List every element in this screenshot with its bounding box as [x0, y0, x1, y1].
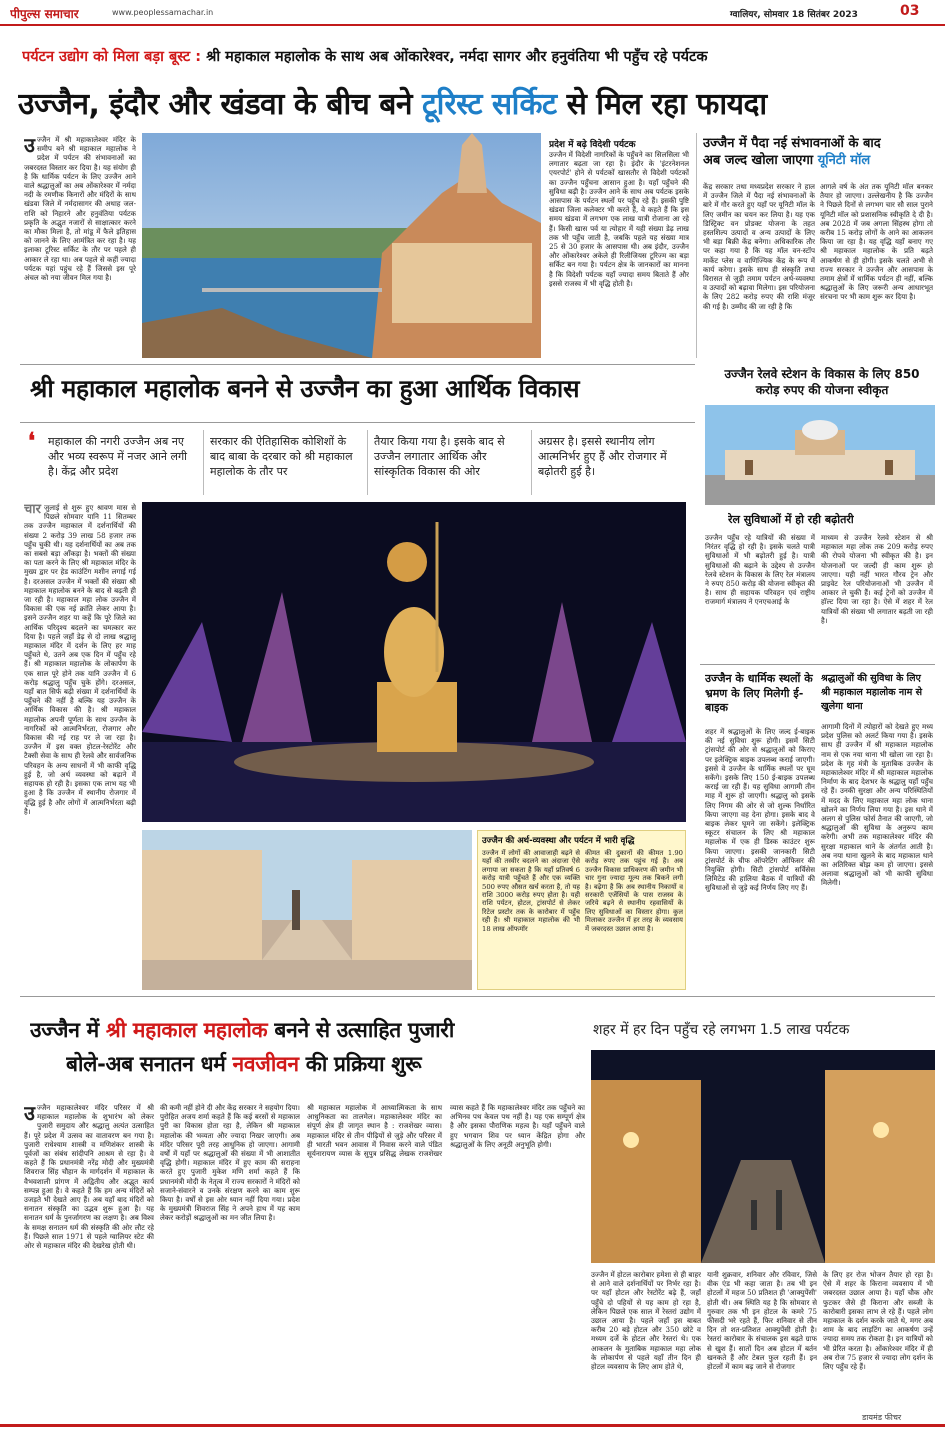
- priest-col3: श्री महाकाल महालोक में आध्यात्मिकता के साथ आधुनिकता का तालमेल। महाकालेश्वर मंदिर का संपूर्ण क्षेत्र ही जागृत स्थान है : राजशेखर व्यास। महाकाल मंदिर से तीन पीढ़ियों से जुड़े और परिसर में ही भारती भवन आवास में निवास करने वाले पंडित सूर्यनारायण व्यास के सुपुत्र प्रसिद्ध लेखक राजशेखर व्यास कहते हैं कि महाकालेश्वर मंदिर तक पहुँचने का अभिनव पथ केवल पथ नहीं है। यह एक सम्पूर्ण क्षेत्र है और इसका पौराणिक महत्व है। यहाँ पहुँचने वाले हुए भगवान शिव पर ध्यान केंद्रित होगा और श्रद्धालुओं के लिए अनूठी अनुभूति होगी।: [307, 1103, 585, 1159]
- column-rule: [696, 133, 697, 358]
- rail-col2: माध्यम से उज्जैन रेलवे स्टेशन से श्री महाकाल महा लोक तक 209 करोड़ रुपए की रोपवे योजना भी स्वीकृत की है। इन योजनाओं पर जल्दी ही काम शुरू हो जाएगा। यही नहीं भारत गौरव ट्रेन और प्राइवेट रेल परियोजनाओं भी उज्जैन में आकार ले चुकी हैं। कई ट्रेनों को उज्जैन में हॉल्ट दिया जा रहा है। ऐसे में शहर में रेल यात्रियों की संख्या भी लगातार बढ़ती जा रही है।: [821, 533, 933, 625]
- pullquote-rule: [203, 430, 204, 495]
- pullquote-col4: अग्रसर है। इससे स्थानीय लोग आत्मनिर्भर हुए हैं और रोजगार में बढ़ोतरी हुई है।: [538, 435, 667, 478]
- story3-title: उज्जैन में पैदा नई संभावनाओं के बाद अब जल्द खोला जाएगा यूनिटी मॉल: [703, 136, 881, 168]
- daily-col3: के लिए हर रोज भोजन तैयार हो रहा है। ऐसे में शहर के किराना व्यवसाय में भी जबरदस्त उछाल आया है। यहाँ चौक और फुटकर जैसे ही किराना और सब्जी के कारोबारी इसका लाभ ले रहे हैं। पहले लोग महाकाल के दर्शन करके जाते थे, मगर अब शाम के बाद लाइटिंग का आकर्षण उन्हें ज्यादा समय तक रोकता है। इन यात्रियों को भी प्रेरित करता है। ओंकारेश्वर मंदिर में ही अब रोज 75 हजार से ज्यादा लोग दर्शन के लिए पहुँच रहे हैं।: [823, 1270, 933, 1372]
- kicker-red: पर्यटन उद्योग को मिला बड़ा बूस्ट :: [22, 49, 202, 65]
- economy-col2: कीमत की दुकानों की कीमत 1.90 करोड़ रुपए तक पहुंच गई है। अब उज्जैन विकास प्राधिकरण की जमीन भी चार गुना ज्यादा मूल्य तक बिकने लगी है। बढ़ेगा है कि अब स्थानीय निकायों व सरकारी एजेंसियों के पास राजस्व के जरिये बढ़ने से स्थानीय रहवासियों के लिए सुविधाओं का विस्तार होगा। कुल मिलाकर उज्जैन में हर तरह के व्यवसाय में जबरदस्त उछाल आया है।: [585, 849, 683, 933]
- page-number: 03: [900, 3, 920, 19]
- police-title: श्रद्धालुओं की सुविधा के लिए श्री महाकाल महालोक नाम से खुलेगा थाना: [821, 673, 923, 712]
- railway-station-photo: [705, 405, 935, 505]
- bottom-headline-line2: बोले-अब सनातन धर्म नवजीवन की प्रक्रिया शुरू: [66, 1052, 422, 1076]
- story4-body: चार जुलाई से शुरू हुए श्रावण मास से पिछले सोमवार यानि 11 सितम्बर तक उज्जैन महाकाल में दर्शनार्थियों की संख्या 2 करोड़ 39 लाख 58 हजार तक पहुँच चुकी थी। यह दर्शनार्थियों का अब तक का सबसे बड़ा आँकड़ा है। भक्तों की संख्या का पता करने के लिए श्री महाकाल मंदिर के मुख्य द्वार पर हेड काउंटिंग मशीन लगाई गई है। दरअसल उज्जैन में भक्तों की संख्या श्री महाकाल महालोक बनने के बाद से बढ़ती ही जा रही है। महाकाल महा लोक उज्जैन में विकास की एक नई क्रांति लेकर आया है। इसने उज्जैन शहर या कहें कि पूरे जिले का आर्थिक परिदृश्य बदलने का चमत्कार कर दिया है। पहले जहाँ डेढ़ से दो लाख श्रद्धालु महाकाल मंदिर में दर्शन के लिए हर माह पहुँचते थे, उतने अब एक दिन में पहुँच रहे हैं। श्री महाकाल महालोक के लोकार्पण के एक साल पूरे होने तक यानि उज्जैन में 6 करोड़ श्रद्धालु पहुँच चुके होंगे। दरअसल, यहाँ बात सिर्फ बढ़ी संख्या में दर्शनार्थियों के पहुँचने की नहीं है बल्कि यह उज्जैन के आर्थिक विकास की है। श्री महाकाल महालोक अपनी पूर्णता के साथ उज्जैन के नागरिकों को आत्मनिर्भरता, रोजगार और विकास की नई राह पर ले जा रहा है। उज्जैन में इस वक्त होटल-रेस्टोरेंट और टैक्सी सेवा के साथ ही रेलवे और सार्वजनिक परिवहन के अन्य साधनों में भी काफी वृद्धि हुई है, जो अर्थ व्यवस्था को बढ़ाने में सहायक हो रही है। इसका एक लाभ यह भी हुआ है कि उज्जैन में स्थानीय रोजगार में वृद्धि हुई है और लोगों में आत्मनिर्भरता बढ़ी है।: [24, 503, 136, 816]
- police-body: आगामी दिनों में त्योहारों को देखते हुए मध्य प्रदेश पुलिस को अलर्ट किया गया है। इसके साथ ही उज्जैन में श्री महाकाल महालोक नाम से एक नया थाना भी खोला जा रहा है। प्रदेश के गृह मंत्री के मुताबिक उज्जैन के महाकालेश्वर मंदिर में श्री महाकाल महालोक निर्माण के बाद देशभर के श्रद्धालु यहाँ पहुँच रहे हैं। उनकी सुरक्षा और अन्य परिस्थितियों में मदद के लिए महाकाल महा लोक थाना खोलने का निर्णय लिया गया है। इस थाने में अलग से पुलिस फोर्स तैनात की जाएगी, जो श्रद्धालुओं की सुविधा के अनुरूप काम करेगी। अभी तक महाकालेश्वर मंदिर की सुरक्षा महाकाल थाने के अंतर्गत आती है। अब नया थाना खुलने के बाद महाकाल थाने का अतिरिक्त बोझ कम हो जाएगा। इससे अलावा श्रद्धालुओं को भी काफी सुविधा मिलेगी।: [821, 722, 933, 888]
- ebike-body: शहर में श्रद्धालुओं के लिए जल्द ई-बाइक की नई सुविधा शुरू होगी। इसमें सिटी ट्रांसपोर्ट की ओर से श्रद्धालुओं को किराए पर इलेक्ट्रिक बाइक उपलब्ध कराई जाएगी। इससे वे उज्जैन के धार्मिक स्थलों पर घूम सकेंगे। इसके लिए 150 ई-बाइक उपलब्ध कराई जा रही हैं। यह सुविधा आगामी तीन माह में शुरू हो जाएगी। श्रद्धालु को इसके लिए निगम की ओर से जो शुल्क निर्धारित किया जाएगा वह देना होगा। इसके बाद वे बाइक लेकर घूमने जा सकेंगे। इलेक्ट्रिक स्कूटर संचालन के लिए श्री महाकाल महालोक में एक ही डिस्क काउंटर शुरू किया जाएगा। इसकी जानकारी सिटी ट्रांसपोर्ट के चीफ ऑपरेटिंग ऑफिसर की नियुक्ति होगी। सिटी ट्रांसपोर्ट सर्विसेस लिमिटेड की हालिया बैठक में यात्रियों की सुविधाओं से जुड़े कई निर्णय लिए गए हैं।: [705, 727, 815, 893]
- pullquote-rule: [367, 430, 368, 495]
- rail-subhead: रेल सुविधाओं में हो रही बढ़ोतरी: [728, 513, 854, 526]
- story2-title: प्रदेश में बढ़े विदेशी पर्यटक: [549, 140, 636, 150]
- mahalok-highlight: श्री महाकाल महालोक: [105, 1018, 268, 1042]
- navjeevan-highlight: नवजीवन: [232, 1052, 299, 1076]
- pullquote-rule: [531, 430, 532, 495]
- ebike-title: उज्जैन के धार्मिक स्थलों के भ्रमण के लिए मिलेगी ई-बाइक: [705, 672, 813, 714]
- economy-col1: उज्जैन में लोगों की आवाजाही बढ़ने से यहाँ की तस्वीर बदलने का अंदाजा ऐसे लगाया जा सकता है कि यहाँ प्रतिवर्ष 6 करोड़ यात्री पहुँचते हैं और एक व्यक्ति 500 रुपए औसत खर्च करता है, तो यह राशि 3000 करोड़ रुपए होता है। यही राशि पर्यटन, होटल, ट्रांसपोर्ट से लेकर रिटेल प्रस्टोर तक के कारोबार में पहुँच रही है। श्री महाकाल महालोक की भी 18 लाख ऑफमॉर: [482, 849, 580, 933]
- daily-tourists-headline: शहर में हर दिन पहुँच रहे लगभग 1.5 लाख पर्यटक: [593, 1022, 850, 1038]
- mahalok-corridor-photo: [142, 830, 472, 990]
- story3-body-a: केंद्र सरकार तथा मध्यप्रदेश सरकार ने हाल में उज्जैन जिले में पैदा नई संभावनाओं के बारे में गौर करते हुए यहाँ पर यूनिटी मॉल के लिए जमीन का चयन कर लिया है। यह एक डिस्ट्रिक्ट वन प्रोडक्ट योजना के तहत हस्तशिल्प उत्पादों व अन्य उत्पादों के लिए भी बड़ा बिक्री केंद्र बनेगा। अधिकारिक तौर पर कहा गया है कि यह मॉल वन-स्टॉप मार्केट प्लेस व वाणिज्यिक केंद्र के रूप में कार्य करेगा। इसके साथ ही संस्कृति तथा विरासत से जुड़ी तमाम पर्यटन अर्थ-व्यवस्था व उत्पादों को बढ़ावा मिलेगा। इस परियोजना के लिए 282 करोड़ रुपए की राशि मंजूर की गई है। उम्मीद की जा रही है कि: [703, 182, 815, 311]
- headline-part-b: टूरिस्ट सर्किट: [422, 87, 557, 122]
- section-rule-3: [700, 664, 935, 665]
- section-rule: [20, 364, 695, 365]
- story3-body-b: आगले वर्ष के अंत तक यूनिटी मॉल बनकर तैयार हो जाएगा। उल्लेखनीय है कि उज्जैन ने पिछले दिनों से लगभग चार सौ साल पुराने यूनिटी मॉल को प्रशासनिक स्वीकृति दे दी है। अब 2028 में जब अगला सिंहस्थ होगा तो करीब 15 करोड़ लोगों के आने का आकलन किया जा रहा है। यह वृद्धि यहाँ बनाए गए श्री महाकाल महालोक के प्रति बढ़ते आकर्षण से ही होगी। इसके चलते अभी से राज्य सरकार ने उज्जैन और आसपास के तमाम क्षेत्रों में धार्मिक पर्यटन ही नहीं, बल्कि श्रद्धालुओं के लिए जरूरी अन्य आधारभूत संरचना पर भी काम शुरू कर दिया है।: [820, 182, 933, 302]
- headline-part-a: उज्जैन, इंदौर और खंडवा के बीच बने: [18, 87, 413, 122]
- mid-headline: श्री महाकाल महालोक बनने से उज्जैन का हुआ आर्थिक विकास: [30, 374, 580, 403]
- kicker-line: [22, 46, 932, 66]
- priest-col1: उ ज्जैन महाकालेश्वर मंदिर परिसर में श्री महाकाल महालोक के शुभारंभ को लेकर पुजारी समुदाय और श्रद्धालु अत्यंत उत्साहित हैं। पूरे प्रदेश में उत्सव का वातावरण बन गया है। पुजारी राधेश्याम शास्त्री व मणिशंकर शास्त्री के पूर्वजों का संबंध सांदीपनि आश्रम से रहा है। वे कहते हैं कि प्रधानमंत्री नरेंद्र मोदी और मुख्यमंत्री शिवराज सिंह चौहान के मार्गदर्शन में महाकाल के वैभवशाली प्रांगण में अद्वितीय और अद्भुत कार्य सम्पन्न हुआ है। वे कहते हैं कि हम अन्य मंदिरों को उजड़ते भी देखते आए हैं। अब यहाँ बाद मंदिरों को सनातन संस्कृति का उद्भव शुरू हुआ है। यह सनातन धर्म के पुनर्जागरण का लक्षण है। अब विश्व के समक्ष सनातन धर्म की संस्कृति की ओर लौट रहे हैं। पिछले साल 1971 से पहले ग्वालियर स्टेट की ओर से महाकाल मंदिर की देखरेख होती थी।: [24, 1103, 154, 1251]
- omkareshwar-photo: [142, 133, 541, 358]
- pullquote-col2: सरकार की ऐतिहासिक कोशिशों के बाद बाबा के दरबार को श्री महाकाल महालोक के तौर पर: [210, 435, 353, 478]
- economy-box-title: उज्जैन की अर्थ-व्यवस्था और पर्यटन में भारी वृद्धि: [482, 836, 635, 846]
- masthead-bar: [0, 0, 945, 26]
- daily-col2: यानी शुक्रवार, शनिवार और रविवार, जिसे वीक एंड भी कहा जाता है। तब भी इन होटलों में महज 50 प्रतिशत ही 'आक्युपेंसी' होती थी। अब स्थिति यह है कि सोमवार से गुरुवार तक भी इन होटल के कमरे 75 फीसदी भरे रहते हैं, फिर शनिवार से तीन दिन तो शत-प्रतिशत आक्युपेंसी होती है। रेस्तरां कारोबार के संचालक इस बढ़ते ग्राफ से खुश हैं। सातों दिन अब होटल में बर्तन खनकते हैं और टेबल फुल रहती हैं। इन होटलों में काम बढ़ जाने से रोजगार: [707, 1270, 817, 1372]
- rail-col1: उज्जैन पहुँच रहे यात्रियों की संख्या में निरंतर वृद्धि हो रही है। इसके चलते यात्री सुविधाओं में भी बढ़ोतरी हुई है। यात्री सुविधाओं की बढ़ाने के उद्देश्य से उज्जैन रेलवे स्टेशन के विकास के लिए रेल मंत्रालय ने रुपए 850 करोड़ की योजना स्वीकृत की है। साथ ही सहायक परिवहन एवं राष्ट्रीय राजमार्ग मंत्रालय ने एनएचआई के: [705, 533, 815, 607]
- footer-label: डायमंड फीचर: [862, 1413, 902, 1422]
- brand-logo: पीपुल्स समाचार: [10, 7, 79, 21]
- mahalok-night-street-photo: [591, 1050, 935, 1263]
- pullquote-col1: महाकाल की नगरी उज्जैन अब नए और भव्य स्वरूप में नजर आने लगी है। केंद्र और प्रदेश: [48, 435, 187, 478]
- section-rule-2: [20, 422, 695, 423]
- story4-dropcap: चार: [24, 503, 41, 517]
- pullquote-col3: तैयार किया गया है। इसके बाद से उज्जैन लगातार आर्थिक और सांस्कृतिक विकास की ओर: [374, 435, 505, 478]
- unity-mall-highlight: यूनिटी मॉल: [817, 153, 871, 168]
- main-headline: [18, 82, 928, 123]
- priest-col2: की कमी नहीं होने दी और केंद्र सरकार ने सहयोग दिया। पुरोहित अजय शर्मा कहते हैं कि कई बरसों से महाकाल पुरी का विकास होता रहा है, लेकिन श्री महाकाल महालोक की भव्यता और ज्यादा निखर जाएगी। अब मंदिर परिसर पूरी तरह आधुनिक हो जाएगा। आगामी वर्षों में यहाँ पर श्रद्धालुओं की संख्या में भी आशातीत वृद्धि होगी। महाकाल मंदिर में हुए काम की सराहना करते हुए पुजारी मुकेश मणि शर्मा कहते हैं कि प्रधानमंत्री मोदी के नेतृत्व में राज्य सरकारों ने मंदिरों को सजाने-संवारने व उनके संरक्षण करने का काम शुरू किया है। वर्षों से इस ओर ध्यान नहीं दिया गया। प्रदेश के मुख्यमंत्री शिवराज सिंह ने अपने हाथ में यह काम लेकर करोड़ों श्रद्धालुओं का मन जीत लिया है।: [160, 1103, 300, 1223]
- headline-part-c: से मिल रहा फायदा: [566, 87, 767, 122]
- shiva-statue-night-photo: [142, 502, 686, 822]
- economy-box: [477, 830, 686, 990]
- story1-body: उ ज्जैन में श्री महाकालेश्वर मंदिर के समीप बने श्री महाकाल महालोक ने प्रदेश में पर्यटन की संभावनाओं का जबरदस्त विस्तार कर दिया है। यह संयोग ही है कि धार्मिक पर्यटन के लिए उज्जैन आने वाले श्रद्धालुओं का अब ओंकारेश्वर में नर्मदा नदी के रमणीक किनारों और मंदिरों के साथ खंडवा जिले में नर्मदासागर की अथाह जल-राशि को निहारने और हनुवंतिया पर्यटक प्रकृति के अद्भुत नजारों से साक्षात्कार करने का मौका मिला है, तो मांडू में फैले इतिहास को जानने के लिए आमंत्रित कर रहा है। यह इलाका टूरिस्ट सर्किट के तौर पर पहले ही आकार ले रहा था। अब पहले से कहीं ज्यादा पर्यटक यहां पहुंच रहे हैं जिससे इस पूरे अंचल को नया जीवन मिल गया है।: [24, 135, 136, 283]
- daily-col1: उज्जैन में होटल कारोबार हमेशा से ही बाहर से आने वाले दर्शनार्थियों पर निर्भर रहा है। पर यहाँ होटल और रेस्टोरेंट बढ़े हैं, जहाँ पहुँचे दो पहियों से यह काम हो रहा है, लेकिन पिछले एक साल में रेस्तरां उद्योग में उछाल आया है। पहले जहाँ इस बाबत करीब 20 बड़े होटल और 350 छोटे व मध्यम दर्जे के होटल और रेस्तरां थे। एक आकलन के मुताबिक महाकाल महा लोक के लोकार्पण से पहले यहाँ तीन दिन ही होटल व्यवसाय के लिए आम होते थे,: [591, 1270, 701, 1372]
- story1-dropcap: उ: [24, 135, 35, 157]
- dateline: ग्वालियर, सोमवार 18 सितंबर 2023: [730, 10, 858, 20]
- site-url: www.peoplessamachar.in: [112, 8, 214, 17]
- quote-mark: ❛: [28, 428, 36, 454]
- priest-dropcap: उ: [24, 1103, 35, 1125]
- footer-rule: [0, 1424, 945, 1427]
- rail-headline: उज्जैन रेलवे स्टेशन के विकास के लिए 850 करोड़ रुपए की योजना स्वीकृत: [724, 367, 920, 397]
- section-rule-4: [20, 996, 935, 997]
- bottom-headline-line1: उज्जैन में श्री महाकाल महालोक बनने से उत्साहित पुजारी: [30, 1018, 455, 1042]
- kicker-rest: श्री महाकाल महालोक के साथ अब ओंकारेश्वर, नर्मदा सागर और हनुवंतिया भी पहुँच रहे पर्यटक: [206, 49, 708, 65]
- story2-body: उज्जैन में विदेशी नागरिकों के पहुँचने का सिलसिला भी लगातार बढ़ता जा रहा है। इंदौर के 'इंटरनेशनल एयरपोर्ट' होने से पर्यटकों खासतौर से विदेशी पर्यटकों का उज्जैन पहुँचना आसान हुआ है। यहाँ पहुँचने की सुविधा बढ़ी है। उज्जैन आने के साथ अब पर्यटक इसके आसपास के पर्यटन स्थलों पर पहुँच रहे हैं। इसकी पुष्टि खंडवा जिला कलेक्टर भी करते हैं, वे कहते हैं कि इस समय खंडवा में लगभग एक लाख यात्री रोजाना आ रहे हैं। किसी खास पर्व या त्योहार में यही संख्या डेढ़ लाख तक भी पहुँच जाती है, जबकि पहले यह संख्या मात्र 25 से 30 हजार के आसपास थी। अब इंदौर, उज्जैन और ओंकारेश्वर अकेले ही रिलीजियस टूरिज्म का बड़ा सर्किट बन गया है। पर्यटन क्षेत्र के जानकारों का मानना है कि विदेशी पर्यटक यहाँ ज्यादा समय बिताते हैं और इससे राजस्व में भी वृद्धि होती है।: [549, 150, 689, 288]
